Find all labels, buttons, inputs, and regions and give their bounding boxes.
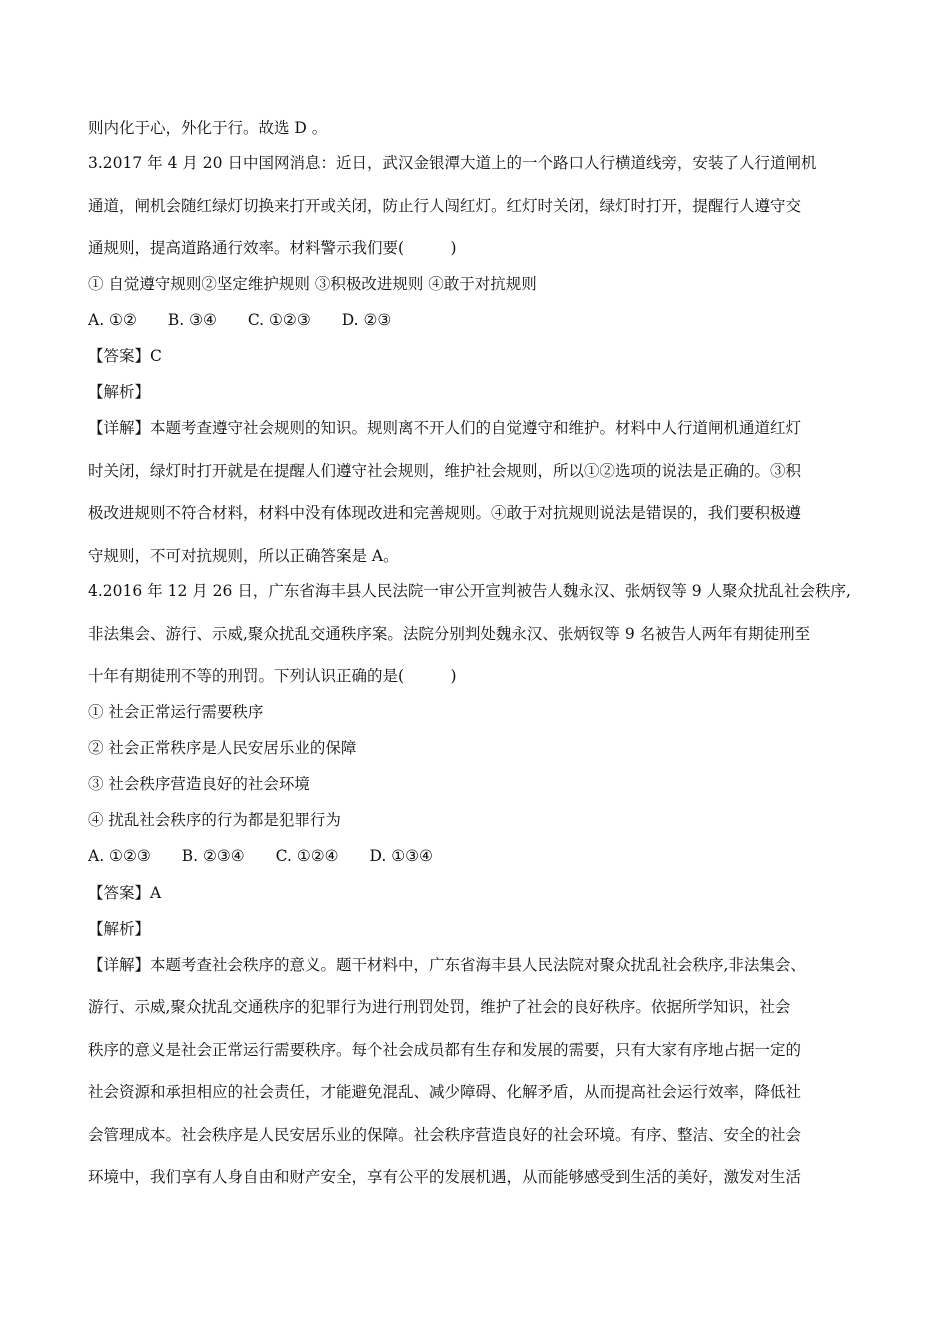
question-4-statement: ③ 社会秩序营造良好的社会环境: [88, 775, 310, 793]
text-line: 非法集会、游行、示威,聚众扰乱交通秩序案。法院分别判处魏永汉、张炳钗等 9 名被告人两年有期徒刑至: [88, 625, 811, 643]
text-line: 游行、示威,聚众扰乱交通秩序的犯罪行为进行刑罚处罚，维护了社会的良好秩序。依据所学知识，社会: [88, 998, 791, 1016]
text-line: 通道，闸机会随红绿灯切换来打开或关闭，防止行人闯红灯。红灯时关闭，绿灯时打开，提醒行人遵守交: [88, 197, 802, 215]
answer-label: 【答案】A: [88, 884, 162, 902]
text-line: 守规则，不可对抗规则，所以正确答案是 A。: [88, 547, 399, 565]
text-line: 通规则，提高道路通行效率。材料警示我们要( ): [88, 239, 457, 257]
analysis-label: 【解析】: [88, 920, 151, 938]
text-line: 环境中，我们享有人身自由和财产安全，享有公平的发展机遇，从而能够感受到生活的美好，激发对生活: [88, 1168, 802, 1186]
text-line: 时关闭，绿灯时打开就是在提醒人们遵守社会规则，维护社会规则，所以①②选项的说法是正确的。③积: [88, 462, 802, 480]
text-line: 社会资源和承担相应的社会责任，才能避免混乱、减少障碍、化解矛盾，从而提高社会运行效率，降低社: [88, 1083, 802, 1101]
text-line: 极改进规则不符合材料，材料中没有体现改进和完善规则。④敢于对抗规则说法是错误的，我们要积极遵: [88, 504, 802, 522]
question-3-stem: 3.2017 年 4 月 20 日中国网消息：近日，武汉金银潭大道上的一个路口人行横道线旁，安装了人行道闸机: [88, 154, 817, 172]
question-4-stem: 4.2016 年 12 月 26 日，广东省海丰县人民法院一审公开宣判被告人魏永汉、张炳钗等 9 人聚众扰乱社会秩序,: [88, 582, 851, 600]
question-4-statement: ② 社会正常秩序是人民安居乐业的保障: [88, 739, 357, 757]
question-4-options: A. ①②③ B. ②③④ C. ①②④ D. ①③④: [88, 847, 433, 865]
detail-text: 【详解】本题考查遵守社会规则的知识。规则离不开人们的自觉遵守和维护。材料中人行道闸机通道红灯: [88, 419, 802, 437]
question-3-options: A. ①② B. ③④ C. ①②③ D. ②③: [88, 311, 392, 329]
text-line: 则内化于心，外化于行。故选 D 。: [88, 119, 328, 137]
question-3-statements: ① 自觉遵守规则②坚定维护规则 ③积极改进规则 ④敢于对抗规则: [88, 275, 537, 293]
text-line: 会管理成本。社会秩序是人民安居乐业的保障。社会秩序营造良好的社会环境。有序、整洁、安全的社会: [88, 1126, 802, 1144]
text-line: 十年有期徒刑不等的刑罚。下列认识正确的是( ): [88, 667, 457, 685]
detail-text: 【详解】本题考查社会秩序的意义。题干材料中，广东省海丰县人民法院对聚众扰乱社会秩序,非法集会、: [88, 956, 806, 974]
question-4-statement: ④ 扰乱社会秩序的行为都是犯罪行为: [88, 811, 341, 829]
text-line: 秩序的意义是社会正常运行需要秩序。每个社会成员都有生存和发展的需要，只有大家有序地占据一定的: [88, 1041, 802, 1059]
analysis-label: 【解析】: [88, 383, 151, 401]
answer-label: 【答案】C: [88, 347, 162, 365]
question-4-statement: ① 社会正常运行需要秩序: [88, 703, 264, 721]
